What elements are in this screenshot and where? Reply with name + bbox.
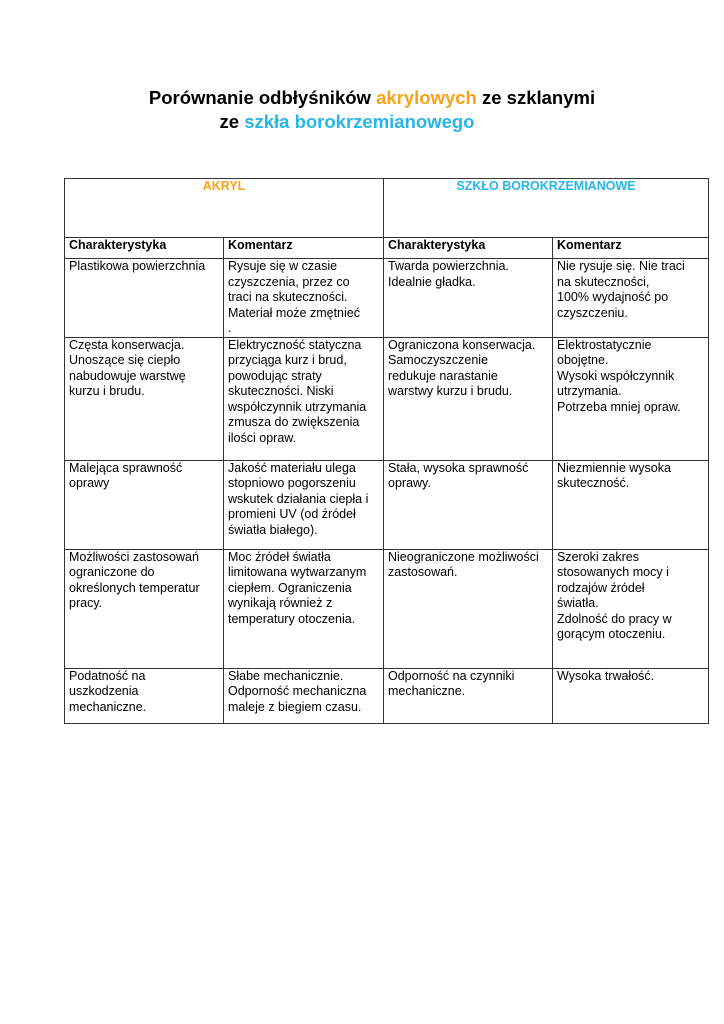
title-highlight-glass: szkła borokrzemianowego (244, 111, 475, 132)
cell-text: Podatność na uszkodzenia mechaniczne. (69, 668, 147, 714)
cell-text: Odporność na czynniki mechaniczne. (388, 668, 515, 698)
table-cell (65, 337, 224, 460)
table-cell (224, 259, 384, 338)
column-header: Charakterystyka (384, 238, 553, 259)
table-cell (224, 337, 384, 460)
cell-text: Niezmiennie wysoka skuteczność. (557, 460, 671, 490)
table-cell (224, 460, 384, 549)
table-cell (384, 337, 553, 460)
cell-text: Stała, wysoka sprawność oprawy. (388, 460, 529, 490)
cell-text: Nieograniczone możliwości zastosowań. (388, 549, 539, 579)
table-cell (224, 668, 384, 723)
column-header: Komentarz (553, 238, 709, 259)
table-cell (65, 460, 224, 549)
table-cell (65, 549, 224, 668)
title-line-2 (0, 110, 724, 134)
title-text: Porównanie odbłyśników (148, 87, 377, 108)
title-text: ze (219, 111, 245, 132)
table-cell (65, 259, 224, 338)
cell-text: Częsta konserwacja. Unoszące się ciepło nabudowuje warstwę kurzu i brudu. (69, 337, 186, 398)
column-header: Komentarz (224, 238, 384, 259)
table-row (65, 668, 709, 723)
table-row (65, 337, 709, 460)
table-cell (65, 668, 224, 723)
cell-text: Rysuje się w czasie czyszczenia, przez co traci na skuteczności. Materiał może zmętnieć . (228, 259, 360, 335)
cell-text: Elektryczność statyczna przyciąga kurz i brud, powodując straty skuteczności. Niski współczynnik utrzymania zmusza do zwiększenia ilości opraw. (228, 337, 367, 445)
group-header-glass: SZKŁO BOROKRZEMIANOWE (384, 179, 709, 238)
table-cell (553, 259, 709, 338)
table-row (65, 549, 709, 668)
cell-text: Plastikowa powierzchnia (69, 259, 206, 273)
cell-text: Ograniczona konserwacja. Samoczyszczenie redukuje narastanie warstwy kurzu i brudu. (388, 337, 536, 398)
table-cell (384, 460, 553, 549)
cell-text: Elektrostatycznie obojętne. Wysoki współczynnik utrzymania. Potrzeba mniej opraw. (557, 337, 681, 414)
table-cell (553, 549, 709, 668)
cell-text: Jakość materiału ulega stopniowo pogorszeniu wskutek działania ciepła i promieni UV (od źródeł światła białego). (228, 460, 369, 537)
table-row (65, 460, 709, 549)
table-cell (553, 668, 709, 723)
column-header: Charakterystyka (65, 238, 224, 259)
table-cell (384, 549, 553, 668)
cell-text: Wysoka trwałość. (557, 668, 655, 683)
table-cell (384, 668, 553, 723)
cell-text: Nie rysuje się. Nie traci na skuteczności, 100% wydajność po czyszczeniu. (557, 259, 685, 320)
column-header-row (65, 238, 709, 259)
group-header-row (65, 179, 709, 238)
title-text: ze szklanymi (476, 87, 596, 108)
cell-text: Moc źródeł światła limitowana wytwarzanym ciepłem. Ograniczenia wynikają również z temperatury otoczenia. (228, 549, 367, 626)
page-title (0, 86, 724, 134)
table-row (65, 259, 709, 338)
table-cell (553, 460, 709, 549)
cell-text: Szeroki zakres stosowanych mocy i rodzajów źródeł światła. Zdolność do pracy w gorącym otoczeniu. (557, 549, 672, 641)
table-cell (224, 549, 384, 668)
group-header-acrylic: AKRYL (65, 179, 384, 238)
table-cell (553, 337, 709, 460)
cell-text: Twarda powierzchnia. Idealnie gładka. (388, 259, 509, 289)
comparison-table (64, 178, 709, 724)
cell-text: Możliwości zastosowań ograniczone do określonych temperatur pracy. (69, 549, 200, 610)
title-line-1 (0, 86, 724, 110)
title-highlight-acrylic: akrylowych (376, 87, 477, 108)
cell-text: Malejąca sprawność oprawy (69, 460, 183, 490)
cell-text: Słabe mechanicznie. Odporność mechaniczna maleje z biegiem czasu. (228, 668, 367, 714)
table-cell (384, 259, 553, 338)
